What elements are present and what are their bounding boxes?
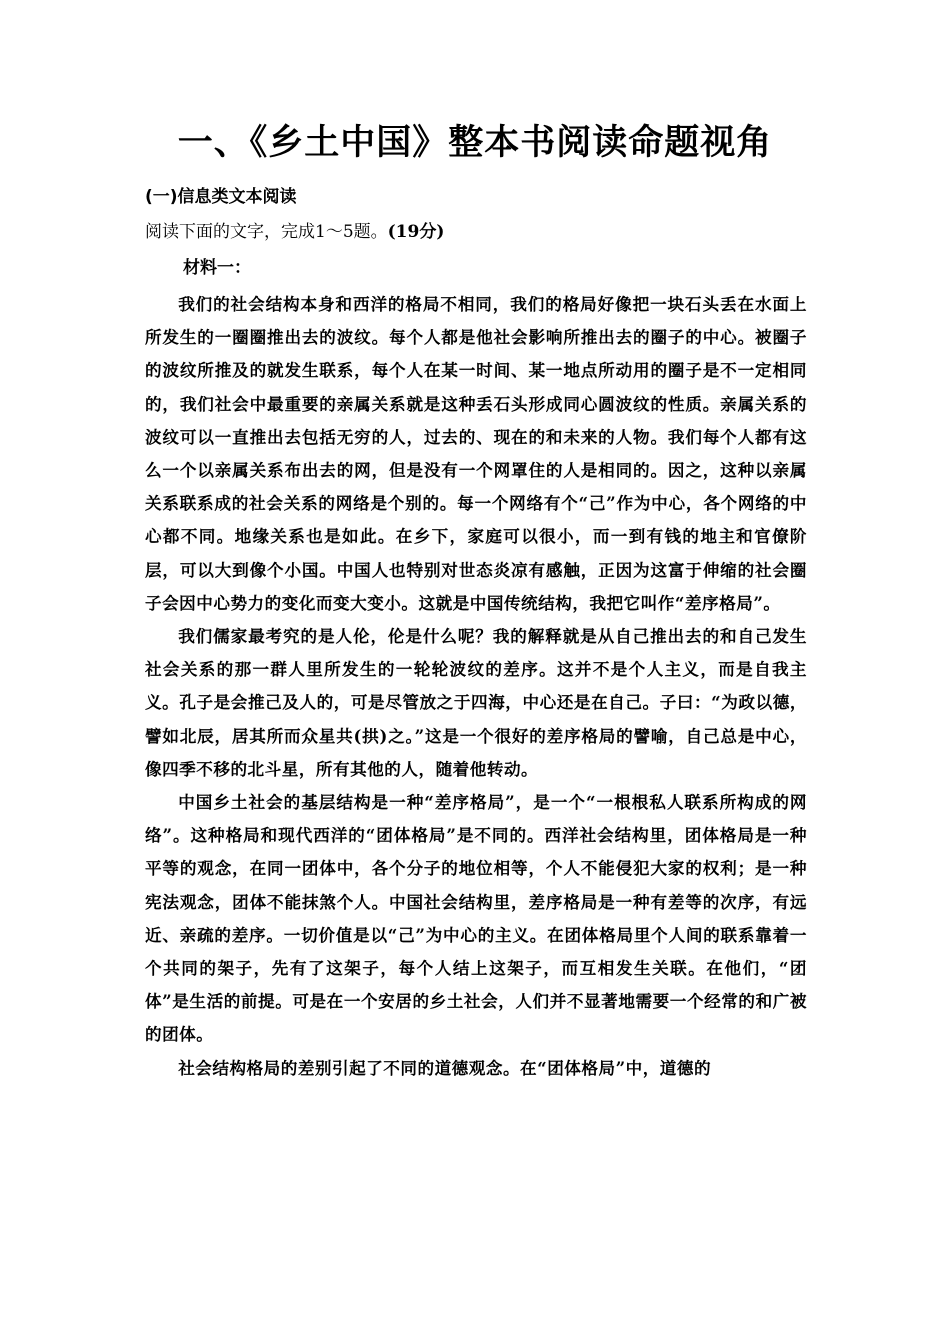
paragraph-2: 我们儒家最考究的是人伦，伦是什么呢？我的解释就是从自己推出去的和自己发生社会关系的那一群人里所发生的一轮轮波纹的差序。这并不是个人主义，而是自我主义。孔子是会推己及人的，可是尽管放之于四海，中心还是在自己。子曰：“为政以德，譬如北辰，居其所而众星共(拱)之。”这是一个很好的差序格局的譬喻，自己总是中心，像四季不移的北斗星，所有其他的人，随着他转动。 — [145, 626, 807, 779]
page-title: 一、《乡土中国》整本书阅读命题视角 — [177, 123, 773, 163]
instruction-text: 阅读下面的文字，完成1～5题。 — [145, 222, 388, 242]
instruction-points: (19分) — [387, 222, 445, 242]
instruction-line — [145, 220, 444, 244]
paragraph-3: 中国乡土社会的基层结构是一种“差序格局”，是一个“一根根私人联系所构成的网络”。这种格局和现代西洋的“团体格局”是不同的。西洋社会结构里，团体格局是一种平等的观念，在同一团体中，各个分子的地位相等，个人不能侵犯大家的权利；是一种宪法观念，团体不能抹煞个人。中国社会结构里，差序格局是一种有差等的次序，有远近、亲疏的差序。一切价值是以“己”为中心的主义。在团体格局里个人间的联系靠着一个共同的架子，先有了这架子，每个人结上这架子，而互相发生关联。在他们，“团体”是生活的前提。可是在一个安居的乡土社会，人们并不显著地需要一个经常的和广被的团体。 — [145, 792, 807, 1045]
paragraph-1: 我们的社会结构本身和西洋的格局不相同，我们的格局好像把一块石头丢在水面上所发生的一圈圈推出去的波纹。每个人都是他社会影响所推出去的圈子的中心。被圈子的波纹所推及的就发生联系，每个人在某一时间、某一地点所动用的圈子是不一定相同的，我们社会中最重要的亲属关系就是这种丢石头形成同心圆波纹的性质。亲属关系的波纹可以一直推出去包括无穷的人，过去的、现在的和未来的人物。我们每个人都有这么一个以亲属关系布出去的网，但是没有一个网罩住的人是相同的。因之，这种以亲属关系联系成的社会关系的网络是个别的。每一个网络有个“己”作为中心，各个网络的中心都不同。地缘关系也是如此。在乡下，家庭可以很小，而一到有钱的地主和官僚阶层，可以大到像个小国。中国人也特别对世态炎凉有感触，正因为这富于伸缩的社会圈子会因中心势力的变化而变大变小。这就是中国传统结构，我把它叫作“差序格局”。 — [145, 294, 807, 613]
article-body — [145, 288, 807, 1085]
material-label: 材料一： — [183, 258, 251, 278]
paragraph-4: 社会结构格局的差别引起了不同的道德观念。在“团体格局”中，道德的 — [178, 1057, 712, 1078]
section-heading: (一)信息类文本阅读 — [145, 187, 297, 207]
